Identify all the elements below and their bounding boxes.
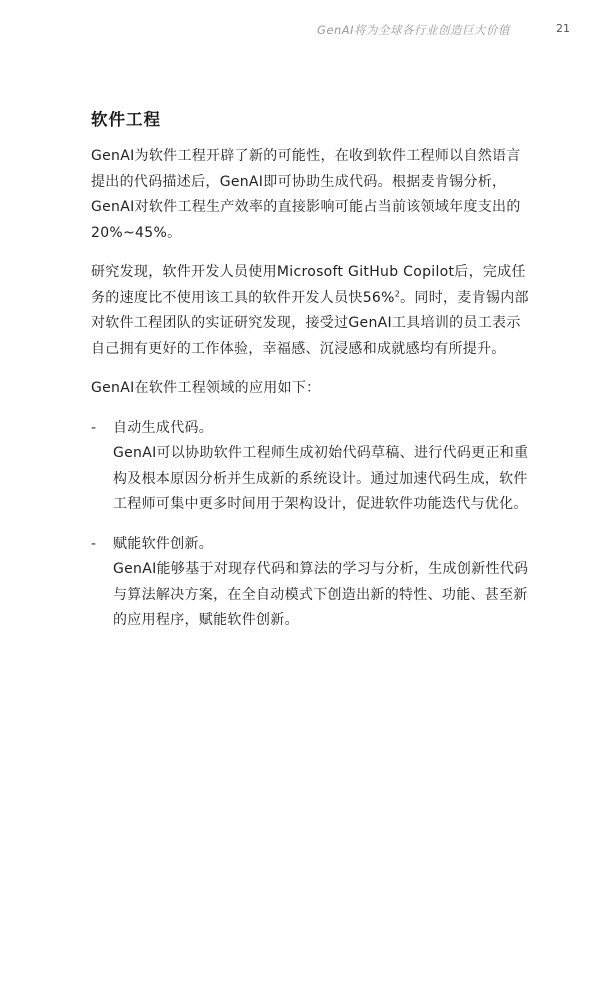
page-number: 21 xyxy=(556,22,570,35)
paragraph-research-text-cont: 。同时，麦肯锡内部对软件工程团队的实证研究发现，接受过GenAI工具培训的员工表示自己拥有更好的工作体验，幸福感、沉浸感和成就感均有所提升。 xyxy=(91,289,529,357)
footnote-ref: 2 xyxy=(394,288,401,298)
list-item xyxy=(91,532,531,634)
section-title: 软件工程 xyxy=(91,110,161,129)
list-item-body: GenAI能够基于对现存代码和算法的学习与分析，生成创新性代码与算法解决方案，在全自动模式下创造出新的特性、功能、甚至新的应用程序，赋能软件创新。 xyxy=(113,561,529,628)
running-header-title: GenAI将为全球各行业创造巨大价值 xyxy=(316,23,510,37)
paragraph-research xyxy=(91,260,531,362)
page-header xyxy=(0,14,600,44)
list-item-heading: 赋能软件创新。 xyxy=(113,535,214,552)
paragraph-research-text: 研究发现，软件开发人员使用Microsoft GitHub Copilot后，完成任务的速度比不使用该工具的软件开发人员快56% xyxy=(91,264,526,306)
paragraph-intro: GenAI为软件工程开辟了新的可能性，在收到软件工程师以自然语言提出的代码描述后，GenAI即可协助生成代码。根据麦肯锡分析，GenAI对软件工程生产效率的直接影响可能占当前该领域年度支出的20%~45%。 xyxy=(91,148,521,241)
bullet-dash: - xyxy=(91,419,97,436)
application-list xyxy=(91,416,531,634)
list-item xyxy=(91,416,531,518)
list-item-heading: 自动生成代码。 xyxy=(113,419,214,436)
list-item-body: GenAI可以协助软件工程师生成初始代码草稿、进行代码更正和重构及根本原因分析并生成新的系统设计。通过加速代码生成，软件工程师可集中更多时间用于架构设计，促进软件功能迭代与优化。 xyxy=(113,445,529,512)
bullet-dash: - xyxy=(91,535,97,552)
paragraph-list-intro: GenAI在软件工程领域的应用如下： xyxy=(91,380,321,396)
main-content xyxy=(91,106,531,648)
